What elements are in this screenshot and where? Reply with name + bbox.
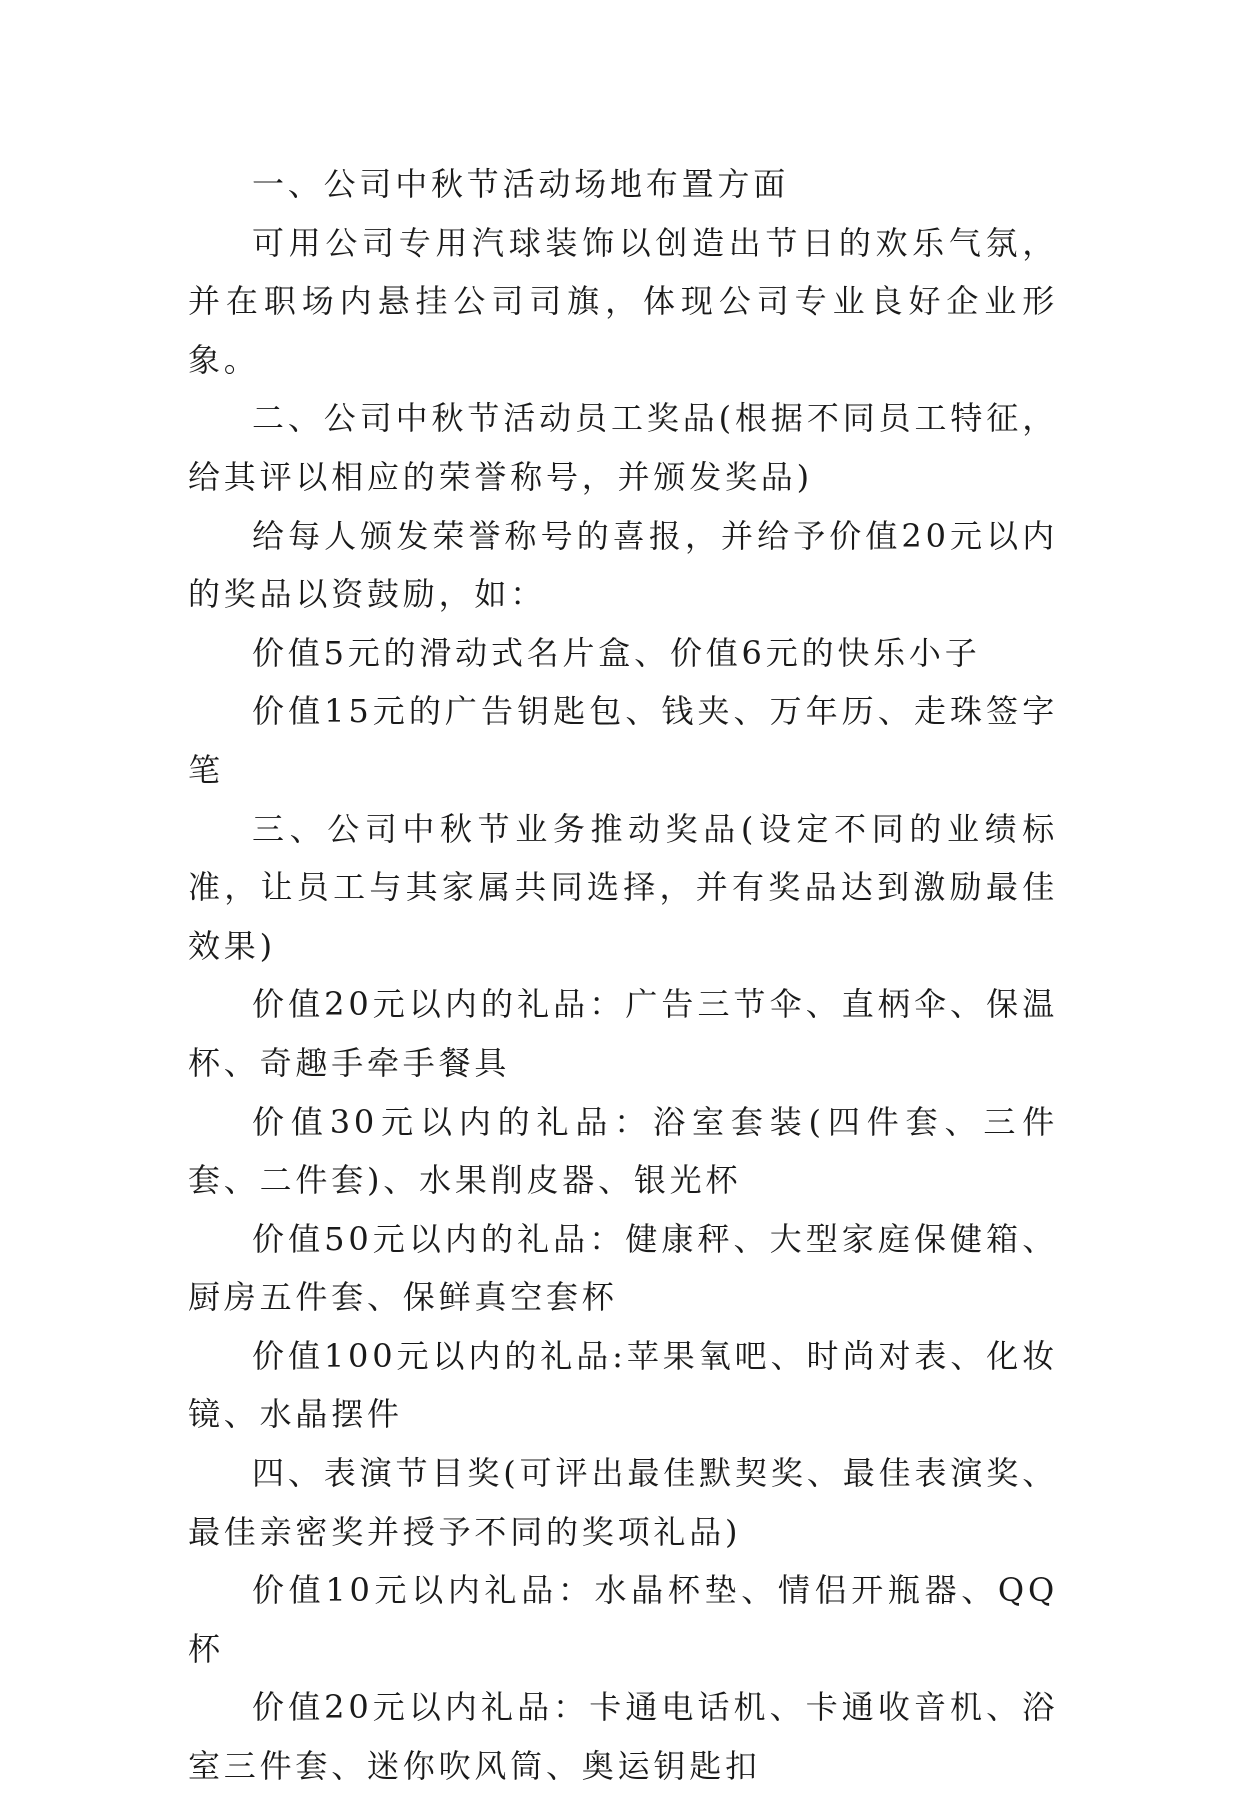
document-body [188, 155, 1058, 1796]
paragraph-performance-gift-10: 价值10元以内礼品：水晶杯垫、情侣开瓶器、QQ杯 [188, 1571, 1058, 1668]
paragraph-gift-30: 价值30元以内的礼品：浴室套装(四件套、三件套、二件套)、水果削皮器、银光杯 [188, 1102, 1058, 1200]
paragraph-performance-gift-20: 价值20元以内礼品：卡通电话机、卡通收音机、浴室三件套、迷你吹风筒、奥运钥匙扣 [188, 1688, 1058, 1786]
paragraph-gift-20: 价值20元以内的礼品：广告三节伞、直柄伞、保温杯、奇趣手牵手餐具 [188, 985, 1058, 1082]
section-heading-venue: 一、公司中秋节活动场地布置方面 [252, 165, 790, 203]
section-heading-business-prizes: 三、公司中秋节业务推动奖品(设定不同的业绩标准，让员工与其家属共同选择，并有奖品达到激励最佳效果) [188, 809, 1058, 965]
section-heading-employee-prizes: 二、公司中秋节活动员工奖品(根据不同员工特征，给其评以相应的荣誉称号，并颁发奖品) [188, 399, 1058, 496]
paragraph-prize-5-6: 价值5元的滑动式名片盒、价值6元的快乐小子 [252, 633, 981, 672]
paragraph-prize-15: 价值15元的广告钥匙包、钱夹、万年历、走珠签字笔 [188, 692, 1058, 789]
paragraph-gift-100: 价值100元以内的礼品:苹果氧吧、时尚对表、化妆镜、水晶摆件 [188, 1336, 1058, 1434]
section-heading-performance-prizes: 四、表演节目奖(可评出最佳默契奖、最佳表演奖、最佳亲密奖并授予不同的奖项礼品) [188, 1454, 1058, 1551]
paragraph-venue-decoration: 可用公司专用汽球装饰以创造出节日的欢乐气氛，并在职场内悬挂公司司旗，体现公司专业良好企业形象。 [188, 223, 1058, 379]
paragraph-honor-award: 给每人颁发荣誉称号的喜报，并给予价值20元以内的奖品以资鼓励，如： [188, 516, 1058, 614]
paragraph-gift-50: 价值50元以内的礼品：健康秤、大型家庭保健箱、厨房五件套、保鲜真空套杯 [188, 1219, 1058, 1317]
